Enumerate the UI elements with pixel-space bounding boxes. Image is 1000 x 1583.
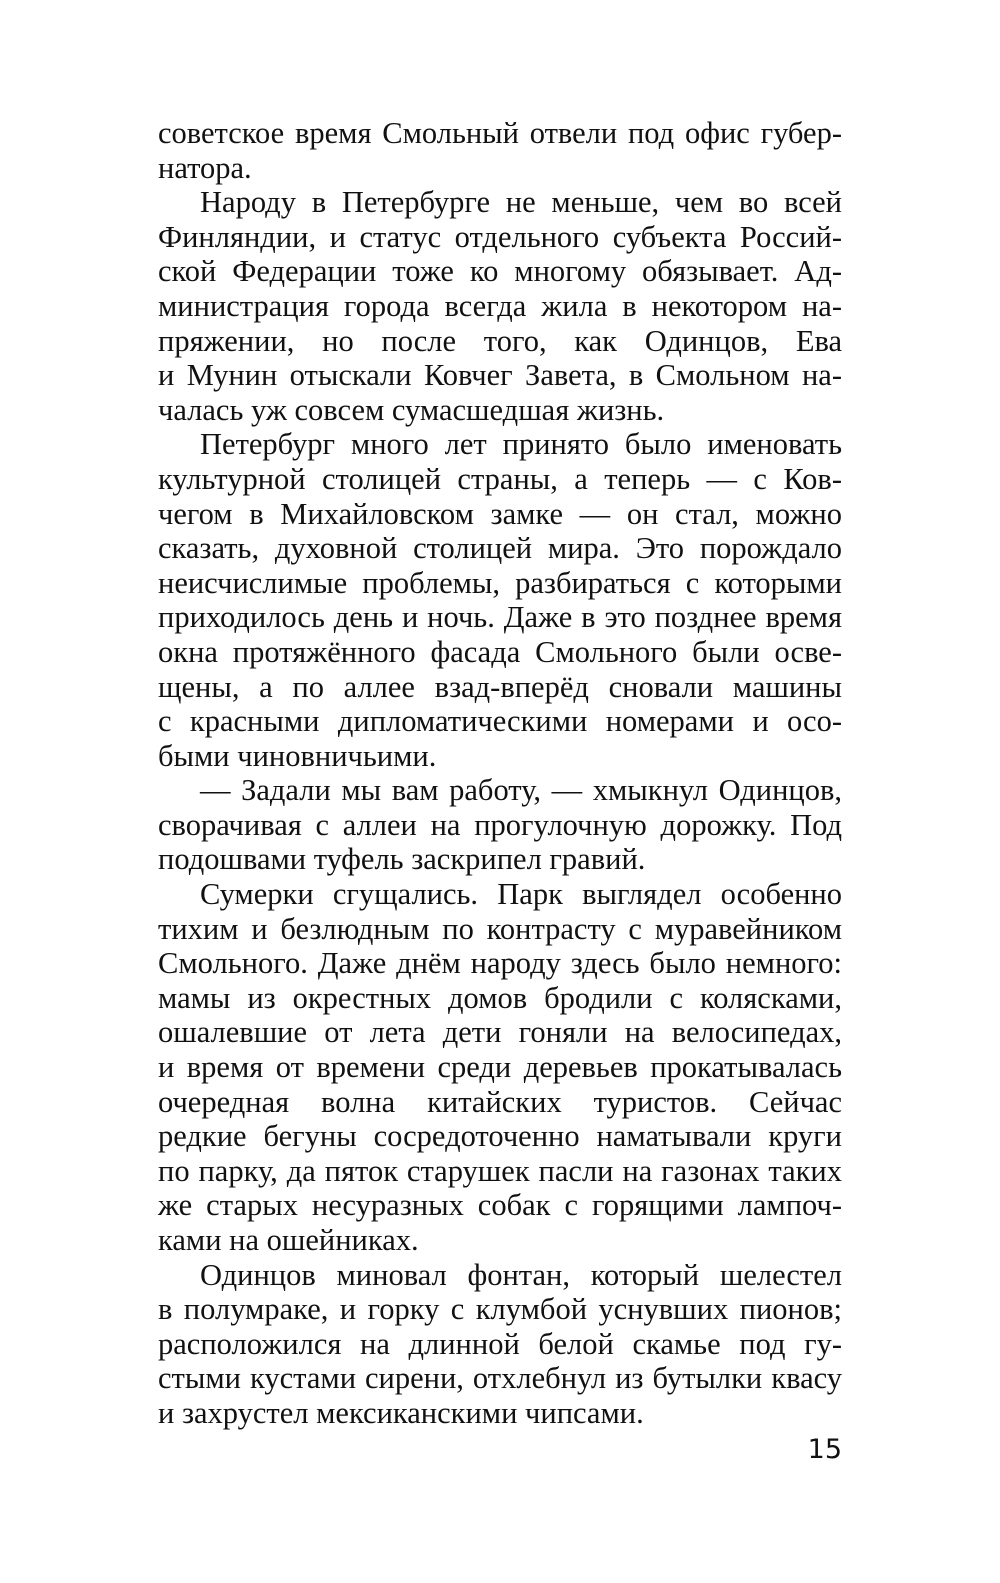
text-line: в полумраке, и горку с клумбой уснувших пионов; — [158, 1292, 842, 1327]
text-line: очередная волна китайских туристов. Сейчас — [158, 1084, 842, 1119]
text-line: редкие бегуны сосредоточенно наматывали круги — [158, 1119, 842, 1154]
text-line: и время от времени среди деревьев прокатывалась — [158, 1050, 842, 1085]
paragraph — [158, 185, 842, 427]
text-line: и захрустел мексиканскими чипсами. — [158, 1395, 644, 1430]
text-line: Финляндии, и статус отдельного субъекта Россий- — [158, 219, 842, 254]
text-line: чалась уж совсем сумасшедшая жизнь. — [158, 392, 665, 427]
text-line: Одинцов миновал фонтан, который шелестел — [200, 1257, 842, 1292]
text-line: министрация города всегда жила в некотором на- — [158, 288, 842, 323]
text-line: подошвами туфель заскрипел гравий. — [158, 842, 646, 877]
text-line: культурной столицей страны, а теперь — с Ков- — [158, 461, 842, 496]
text-line: тихим и безлюдным по контрасту с муравейником — [158, 911, 842, 946]
text-line: быми чиновничьими. — [158, 738, 437, 773]
text-line: окна протяжённого фасада Смольного были осве- — [158, 634, 842, 669]
text-line: приходилось день и ночь. Даже в это позднее время — [158, 600, 842, 635]
paragraph — [158, 773, 842, 877]
body-text — [158, 116, 842, 1431]
text-line: чегом в Михайловском замке — он стал, можно — [158, 496, 842, 531]
text-line: советское время Смольный отвели под офис губер- — [158, 116, 842, 150]
text-line: Сумерки сгущались. Парк выглядел особенно — [200, 877, 842, 912]
text-line: Смольного. Даже днём народу здесь было немного: — [158, 946, 842, 981]
paragraph — [158, 427, 842, 773]
text-line: и Мунин отыскали Ковчег Завета, в Смольном на- — [158, 358, 842, 393]
text-line: — Задали мы вам работу, — хмыкнул Одинцов, — [200, 773, 842, 808]
text-line: щены, а по аллее взад-вперёд сновали машины — [158, 669, 842, 704]
text-line: Петербург много лет принято было именовать — [200, 427, 842, 462]
text-line: сказать, духовной столицей мира. Это порождало — [158, 531, 842, 566]
text-line: по парку, да пяток старушек пасли на газонах таких — [158, 1153, 842, 1188]
text-line: мамы из окрестных домов бродили с колясками, — [158, 980, 842, 1015]
paragraph — [158, 877, 842, 1258]
paragraph — [158, 1258, 842, 1431]
page-number: 15 — [807, 1434, 842, 1465]
text-line: ской Федерации тоже ко многому обязывает. Ад- — [158, 254, 842, 289]
text-line: неисчислимые проблемы, разбираться с которыми — [158, 565, 842, 600]
text-line: расположился на длинной белой скамье под гу- — [158, 1326, 842, 1361]
text-line: ошалевшие от лета дети гоняли на велосипедах, — [158, 1015, 842, 1050]
text-line: сворачивая с аллеи на прогулочную дорожку. Под — [158, 807, 842, 842]
text-line: же старых несуразных собак с горящими лампоч- — [158, 1188, 842, 1223]
text-line: стыми кустами сирени, отхлебнул из бутылки квасу — [158, 1361, 842, 1396]
paragraph — [158, 116, 842, 185]
text-line: с красными дипломатическими номерами и осо- — [158, 704, 842, 739]
text-line: пряжении, но после того, как Одинцов, Ева — [158, 323, 842, 358]
text-line: Народу в Петербурге не меньше, чем во всей — [200, 185, 842, 220]
text-line: натора. — [158, 150, 252, 185]
text-line: ками на ошейниках. — [158, 1223, 419, 1257]
